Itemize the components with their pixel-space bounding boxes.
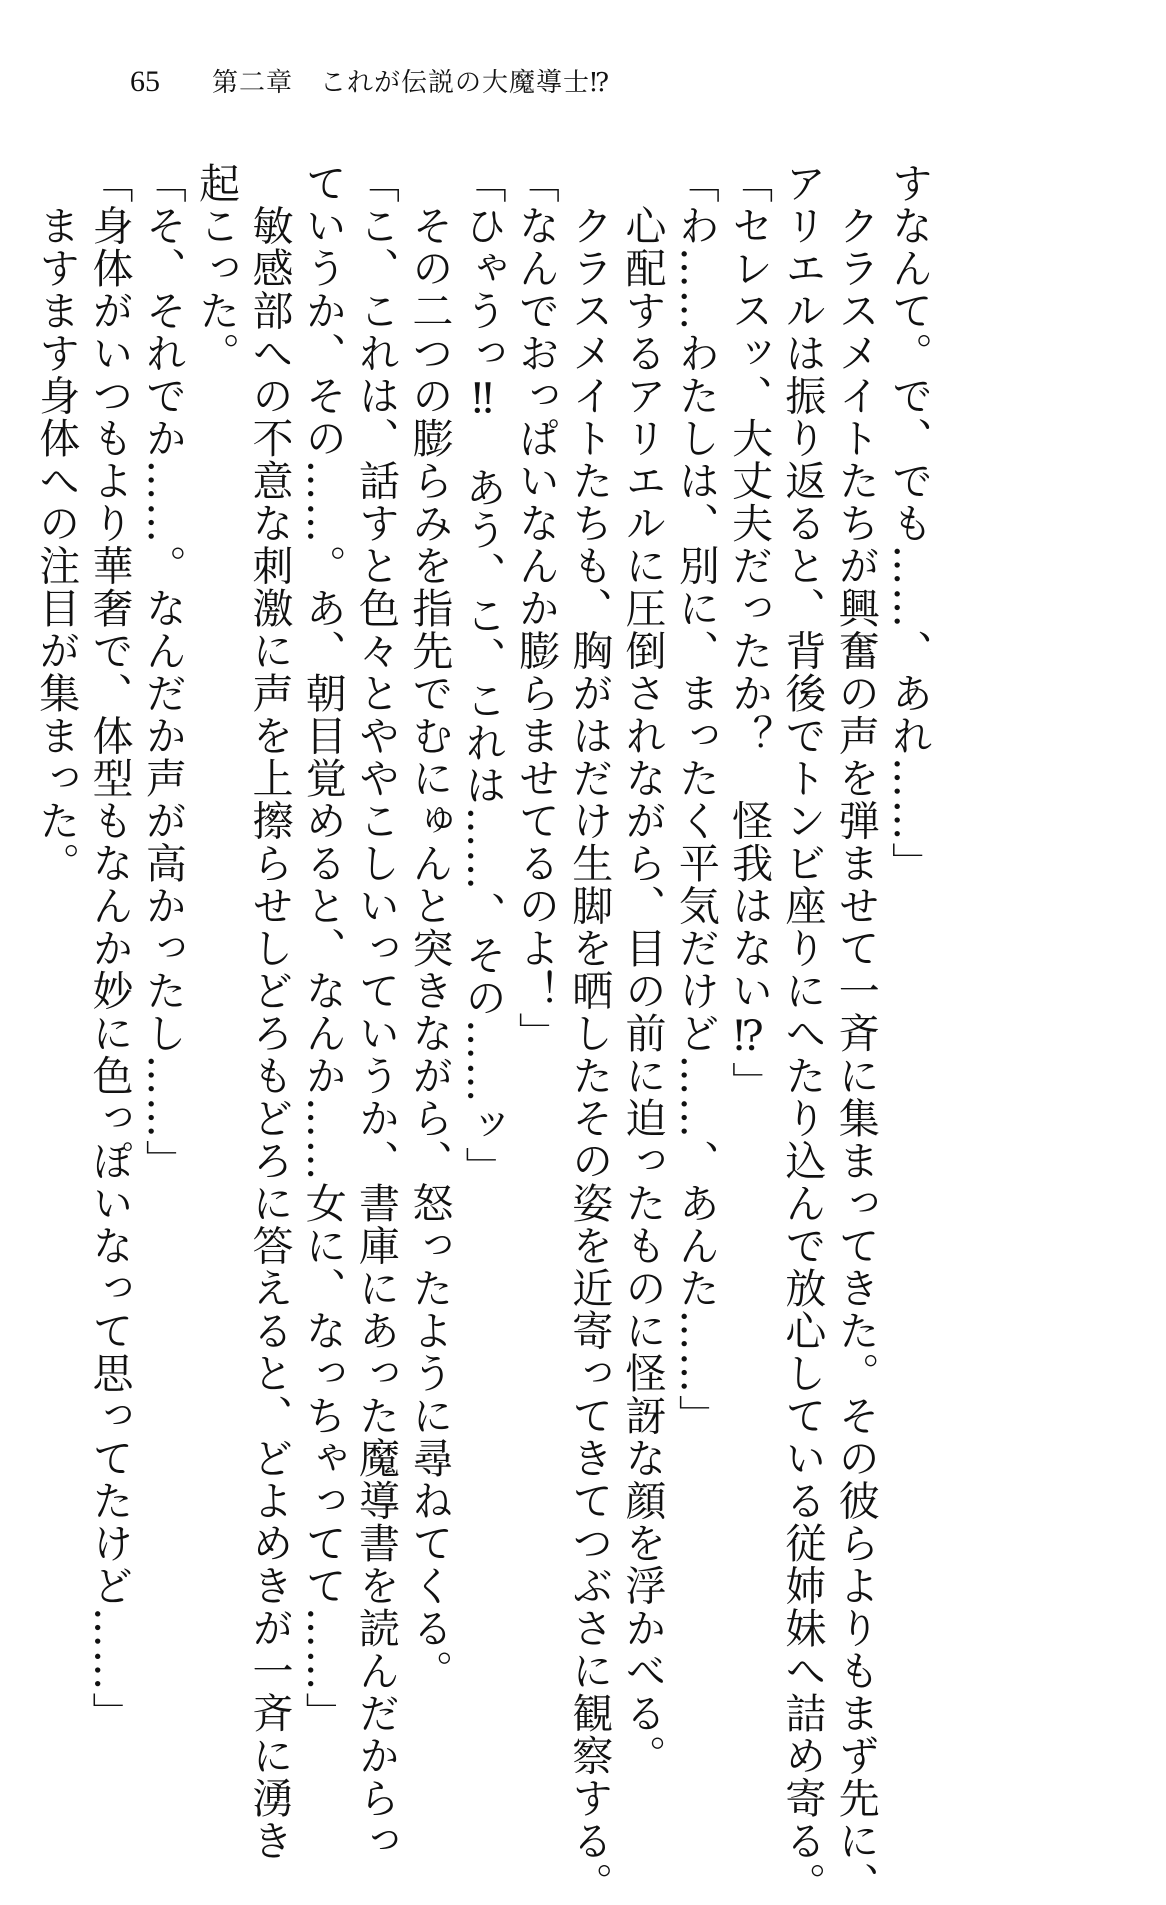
text-line: 「そ、それでか……。なんだか声が高かったし……」 <box>138 162 187 1182</box>
text-line: 敏感部への不意な刺激に声を上擦らせしどろもどろに答えると、どよめきが一斉に湧き <box>245 162 294 1862</box>
text-line: 「ひゃうっ‼ あう、こ、これは……、その……ッ」 <box>458 162 507 1189</box>
text-line: すなんて。で、でも……、あれ……」 <box>885 162 933 885</box>
text-line: 「なんでおっぱいなんか膨らませてるのよ！」 <box>511 162 560 1055</box>
running-head <box>130 62 611 102</box>
body-text <box>32 162 935 1905</box>
text-line: 「こ、これは、話すと色々とややこしいっていうか、書庫にあった魔導書を読んだからっ <box>352 162 401 1862</box>
text-line: ますます身体への注目が集まった。 <box>32 162 81 885</box>
text-line: クラスメイトたちが興奮の声を弾ませて一斉に集まってきた。その彼らよりもまず先に、 <box>831 162 880 1905</box>
text-line: アリエルは振り返ると、背後でトンビ座りにへたり込んで放心している従姉妹へ詰め寄る。 <box>778 162 827 1905</box>
text-line: その二つの膨らみを指先でむにゅんと突きながら、怒ったように尋ねてくる。 <box>405 162 454 1692</box>
page-number: 65 <box>130 65 160 98</box>
text-line: 「セレスッ、大丈夫だったか？ 怪我はない⁉」 <box>725 162 774 1104</box>
text-line: 「身体がいつもより華奢で、体型もなんか妙に色っぽいなって思ってたけど……」 <box>85 162 134 1735</box>
chapter-title: 第二章 これが伝説の大魔導士⁉ <box>212 68 611 98</box>
text-line: クラスメイトたちも、胸がはだけ生脚を晒したその姿を近寄ってきてつぶさに観察する。 <box>565 162 614 1905</box>
text-line: 「わ……わたしは、別に、まったく平気だけど……、あんた……」 <box>671 162 720 1437</box>
text-line: 起こった。 <box>192 162 241 375</box>
text-line: ていうか、その……。あ、朝目覚めると、なんか……女に、なっちゃってて……」 <box>298 162 347 1735</box>
text-line: 心配するアリエルに圧倒されながら、目の前に迫ったものに怪訝な顔を浮かべる。 <box>618 162 667 1777</box>
